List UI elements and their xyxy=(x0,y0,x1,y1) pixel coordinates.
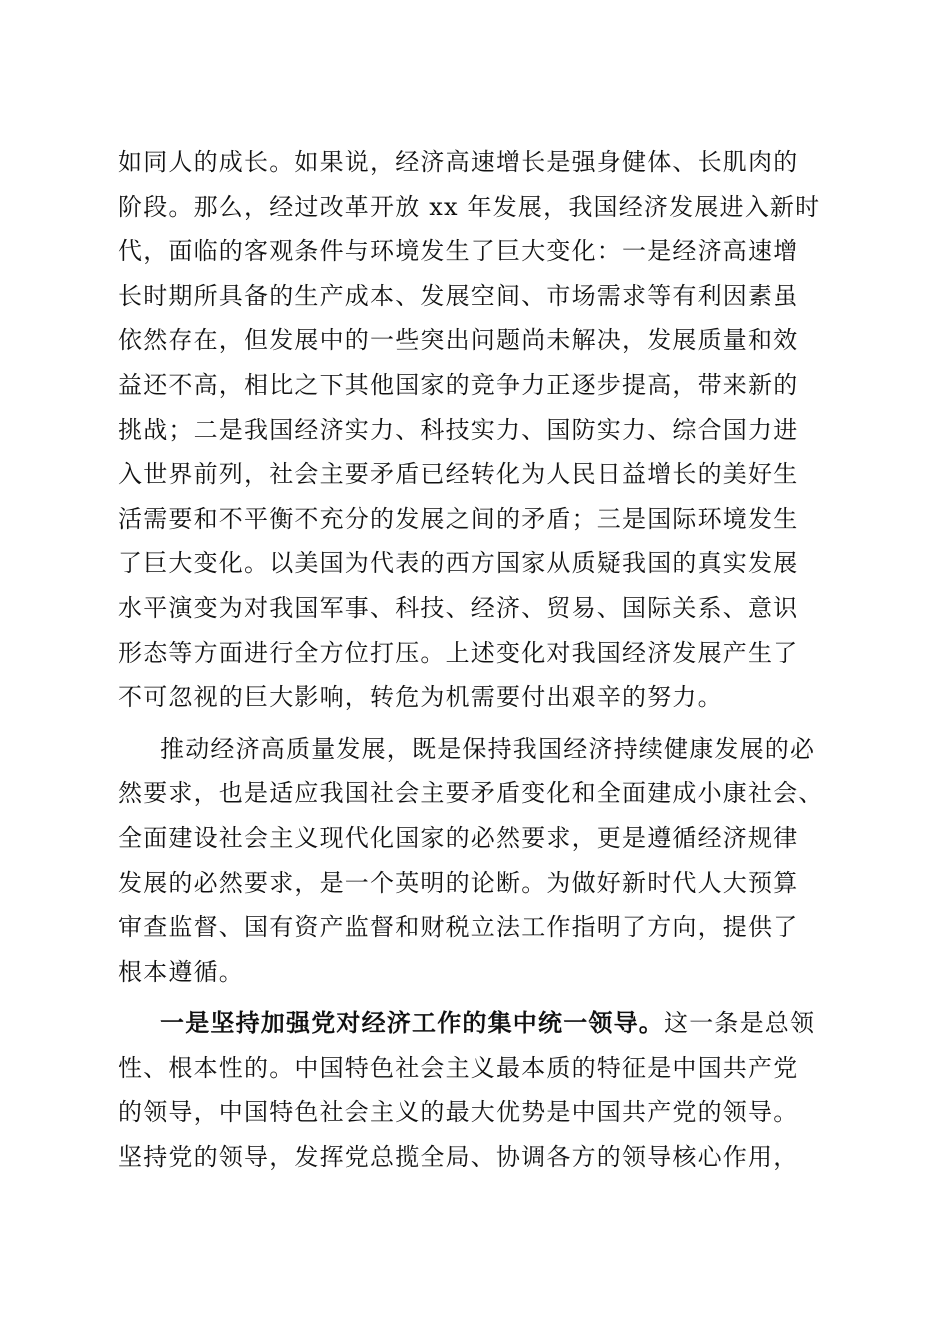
text-line: 全面建设社会主义现代化国家的必然要求，更是遵循经济规律 xyxy=(118,823,799,852)
text-line: 入世界前列，社会主要矛盾已经转化为人民日益增长的美好生 xyxy=(118,460,799,489)
text-line: 如同人的成长。如果说，经济高速增长是强身健体、长肌肉的 xyxy=(118,148,799,176)
text-line: 益还不高，相比之下其他国家的竞争力正逐步提高，带来新的 xyxy=(118,370,799,399)
text-line: 推动经济高质量发展，既是保持我国经济持续健康发展的必 xyxy=(160,734,816,763)
text-line: 依然存在，但发展中的一些突出问题尚未解决，发展质量和效 xyxy=(118,326,799,355)
paragraph-1 xyxy=(118,140,838,720)
text-line: 形态等方面进行全方位打压。上述变化对我国经济发展产生了 xyxy=(118,638,799,667)
text-line: 的领导，中国特色社会主义的最大优势是中国共产党的领导。 xyxy=(118,1098,799,1127)
text-line: 代，面临的客观条件与环境发生了巨大变化：一是经济高速增 xyxy=(118,237,799,266)
text-line: 不可忽视的巨大影响，转危为机需要付出艰辛的努力。 xyxy=(118,683,723,712)
text-line: 活需要和不平衡不充分的发展之间的矛盾；三是国际环境发生 xyxy=(118,504,799,533)
text-line: 发展的必然要求，是一个英明的论断。为做好新时代人大预算 xyxy=(118,868,799,897)
text-line: 了巨大变化。以美国为代表的西方国家从质疑我国的真实发展 xyxy=(118,549,799,578)
text-line: 挑战；二是我国经济实力、科技实力、国防实力、综合国力进 xyxy=(118,415,799,444)
document-body xyxy=(118,140,838,1180)
text-line: 阶段。那么，经过改革开放 xx 年发展，我国经济发展进入新时 xyxy=(118,192,821,221)
text-line: 坚持党的领导，发挥党总揽全局、协调各方的领导核心作用， xyxy=(118,1143,799,1172)
text-line: 然要求，也是适应我国社会主要矛盾变化和全面建成小康社会、 xyxy=(118,779,824,808)
text-line: 审查监督、国有资产监督和财税立法工作指明了方向，提供了 xyxy=(118,913,799,942)
heading-continuation: 这一条是总领 xyxy=(664,1009,816,1038)
text-line: 根本遵循。 xyxy=(118,957,244,986)
text-line: 长时期所具备的生产成本、发展空间、市场需求等有利因素虽 xyxy=(118,281,799,310)
text-line xyxy=(118,1001,838,1046)
text-line: 水平演变为对我国军事、科技、经济、贸易、国际关系、意识 xyxy=(118,593,799,622)
bold-heading: 一是坚持加强党对经济工作的集中统一领导。 xyxy=(160,1008,664,1038)
paragraph-2 xyxy=(118,727,838,995)
text-line: 性、根本性的。中国特色社会主义最本质的特征是中国共产党 xyxy=(118,1053,799,1082)
paragraph-3 xyxy=(118,1001,838,1179)
